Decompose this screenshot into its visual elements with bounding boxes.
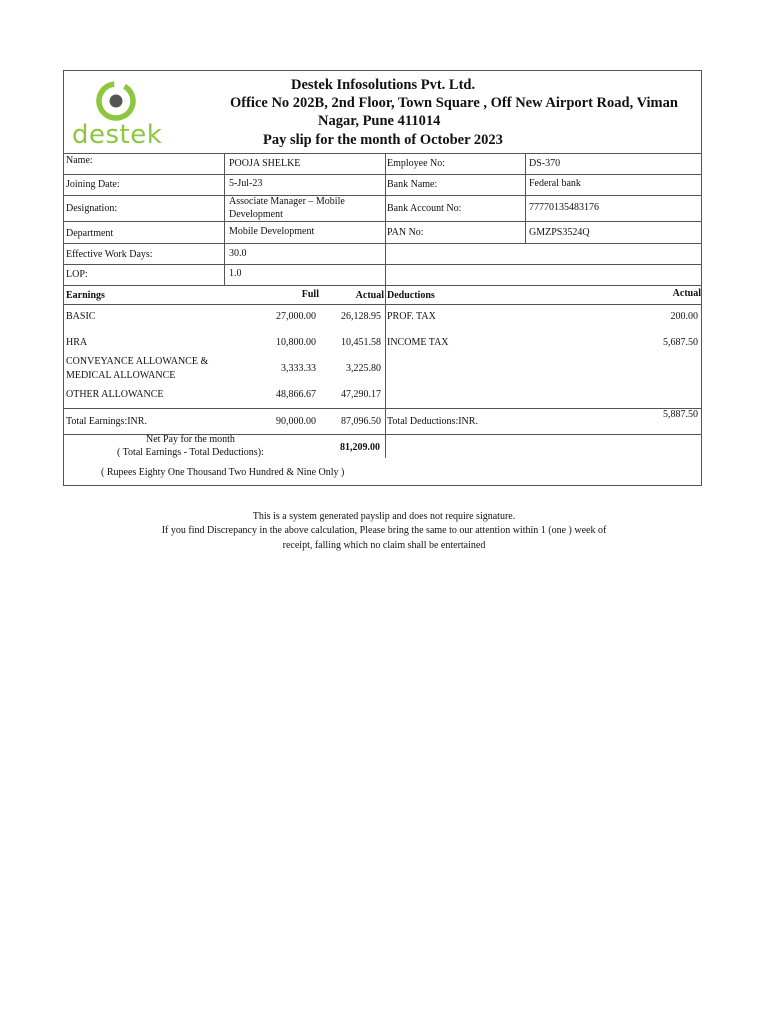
joining-date-label: Joining Date: <box>66 179 120 190</box>
earning-name: OTHER ALLOWANCE <box>66 389 164 400</box>
net-pay-label-line1: Net Pay for the month <box>146 434 235 445</box>
company-logo <box>69 75 163 151</box>
work-days: 30.0 <box>229 248 247 259</box>
earning-actual: 26,128.95 <box>341 311 381 322</box>
net-pay-in-words: ( Rupees Eighty One Thousand Two Hundred & Nine Only ) <box>101 467 345 478</box>
full-header: Full <box>301 289 319 300</box>
pan-label: PAN No: <box>387 227 424 238</box>
department-label: Department <box>66 228 114 239</box>
earning-name: CONVEYANCE ALLOWANCE & <box>66 356 209 367</box>
net-pay-label-line2: ( Total Earnings - Total Deductions): <box>117 447 264 458</box>
bank-account: 77770135483176 <box>529 202 599 213</box>
earning-actual: 47,290.17 <box>341 389 381 400</box>
footer-note-line1: This is a system generated payslip and does not require signature. <box>252 511 516 522</box>
footer-note-line2: If you find Discrepancy in the above calculation, Please bring the same to our attention within 1 (one ) week of <box>161 525 607 536</box>
work-days-label: Effective Work Days: <box>66 249 153 260</box>
earnings-actual-header: Actual <box>355 290 384 301</box>
earning-full: 48,866.67 <box>276 389 316 400</box>
pan-number: GMZPS3524Q <box>529 227 590 238</box>
deductions-actual-header: Actual <box>672 288 701 299</box>
bank-account-label: Bank Account No: <box>387 203 462 214</box>
earning-name: MEDICAL ALLOWANCE <box>66 370 176 381</box>
earning-name: BASIC <box>66 311 96 322</box>
company-name: Destek Infosolutions Pvt. Ltd. <box>291 77 476 93</box>
total-earnings-full: 90,000.00 <box>276 416 316 427</box>
earning-actual: 10,451.58 <box>341 337 381 348</box>
name-label: Name: <box>66 155 93 166</box>
designation-line2: Development <box>229 209 283 220</box>
designation-line1: Associate Manager – Mobile <box>229 196 345 207</box>
earning-full: 10,800.00 <box>276 337 316 348</box>
earning-full: 3,333.33 <box>281 363 316 374</box>
bank-name-label: Bank Name: <box>387 179 438 190</box>
total-earnings-label: Total Earnings:INR. <box>66 416 147 427</box>
payslip-table <box>63 70 702 486</box>
net-pay-amount: 81,209.00 <box>340 442 380 453</box>
employee-name: POOJA SHELKE <box>229 158 301 169</box>
employee-no-label: Employee No: <box>387 158 446 169</box>
deductions-header: Deductions <box>387 290 435 301</box>
earning-full: 27,000.00 <box>276 311 316 322</box>
deduction-actual: 200.00 <box>670 311 698 322</box>
deduction-name: INCOME TAX <box>387 337 449 348</box>
total-deductions: 5,887.50 <box>663 409 698 420</box>
bank-name: Federal bank <box>529 178 581 189</box>
earning-actual: 3,225.80 <box>346 363 381 374</box>
company-address-line2: Nagar, Pune 411014 <box>318 113 441 129</box>
designation-label: Designation: <box>66 203 118 214</box>
lop-value: 1.0 <box>229 268 242 279</box>
department: Mobile Development <box>229 226 315 237</box>
deduction-actual: 5,687.50 <box>663 337 698 348</box>
logo-wordmark: destek <box>72 120 163 150</box>
total-earnings-actual: 87,096.50 <box>341 416 381 427</box>
company-address-line1: Office No 202B, 2nd Floor, Town Square , Off New Airport Road, Viman <box>230 95 678 111</box>
deduction-name: PROF. TAX <box>387 311 436 322</box>
payslip-title: Pay slip for the month of October 2023 <box>263 132 503 148</box>
earning-name: HRA <box>66 337 88 348</box>
joining-date: 5-Jul-23 <box>229 178 263 189</box>
earnings-header: Earnings <box>66 290 105 301</box>
lop-label: LOP: <box>66 269 88 280</box>
footer-note-line3: receipt, falling which no claim shall be entertained <box>282 540 486 551</box>
total-deductions-label: Total Deductions:INR. <box>387 416 478 427</box>
employee-no: DS-370 <box>529 158 561 169</box>
